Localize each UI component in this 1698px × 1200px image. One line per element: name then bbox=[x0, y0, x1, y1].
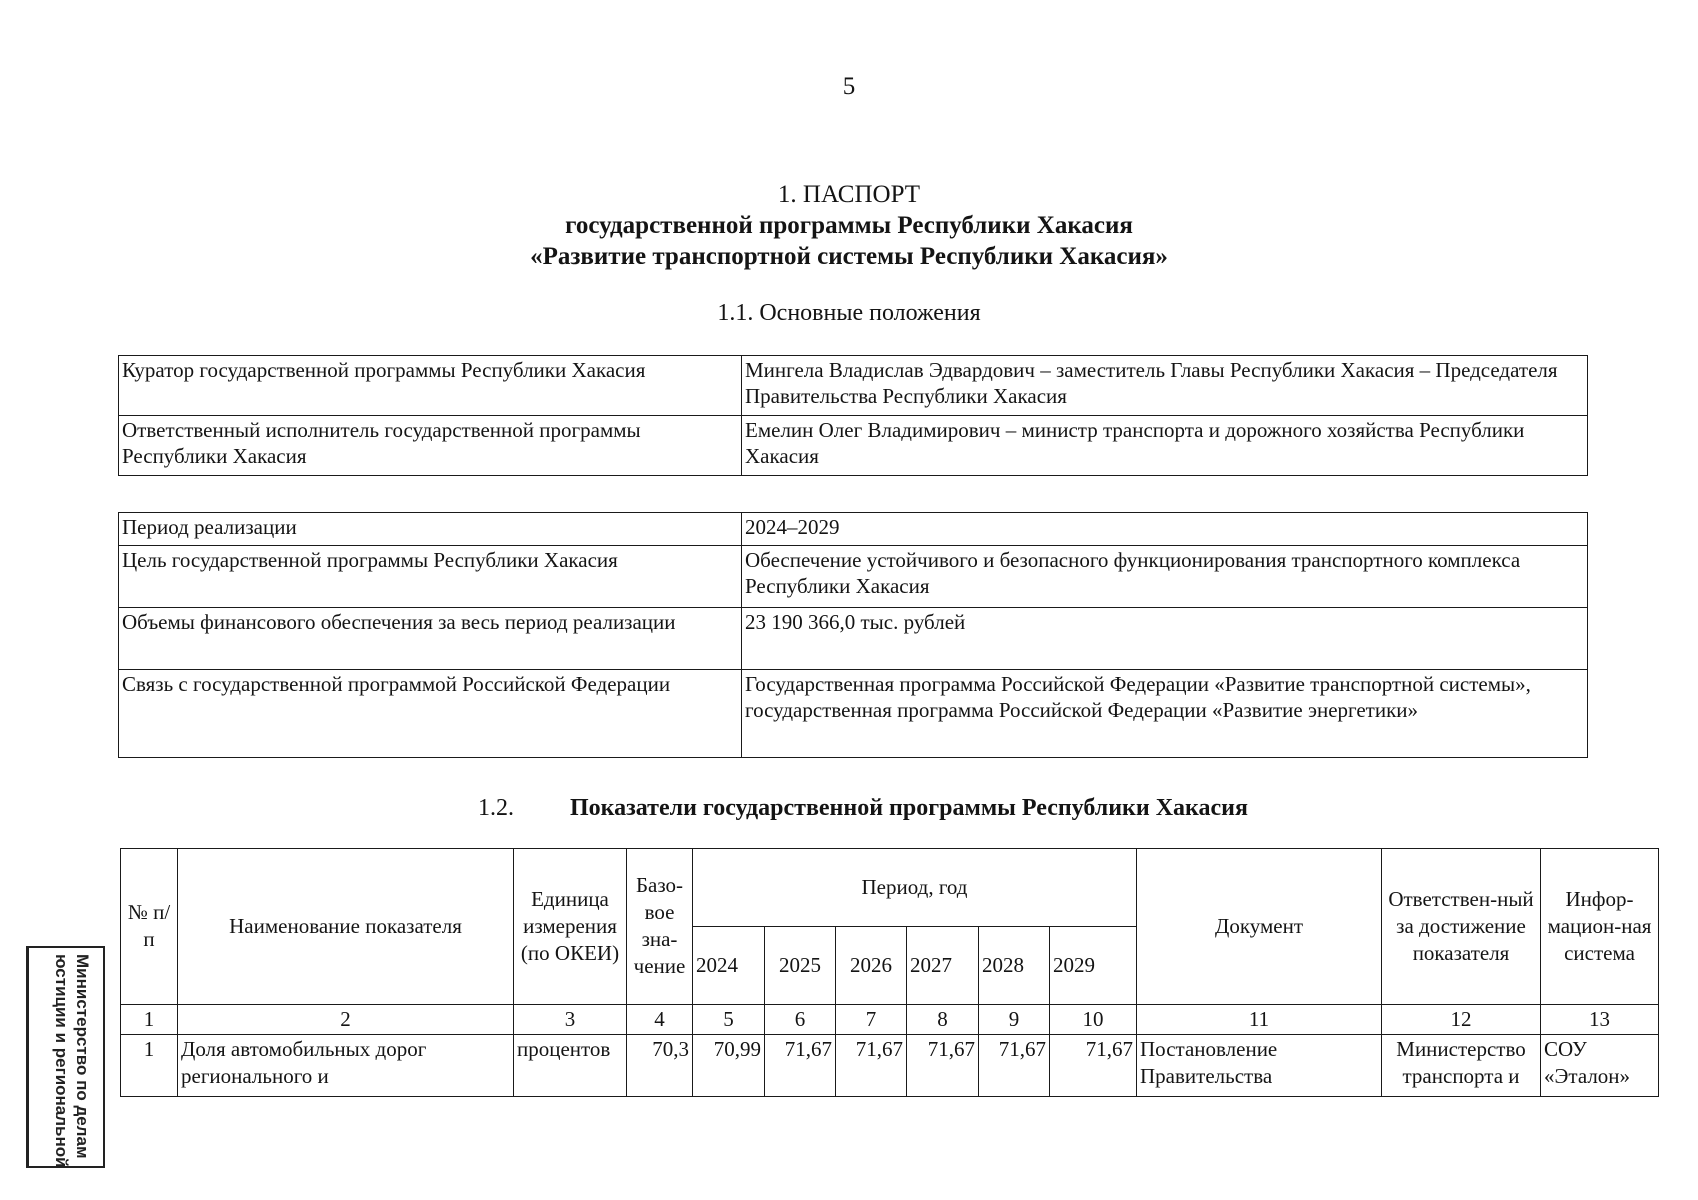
cell-base: 70,3 bbox=[627, 1035, 693, 1097]
column-number: 8 bbox=[907, 1005, 979, 1035]
table-row bbox=[121, 1035, 1659, 1097]
cell-value-2025: 71,67 bbox=[765, 1035, 836, 1097]
row-label-federal-link: Связь с государственной программой Российской Федерации bbox=[119, 670, 742, 758]
column-number: 6 bbox=[765, 1005, 836, 1035]
row-label-funding: Объемы финансового обеспечения за весь период реализации bbox=[119, 608, 742, 670]
row-label-period: Период реализации bbox=[119, 513, 742, 546]
stamp-line: Министерство по делам bbox=[73, 954, 92, 1159]
cell-responsible: Министерство транспорта и bbox=[1382, 1035, 1541, 1097]
column-number: 4 bbox=[627, 1005, 693, 1035]
table-row bbox=[119, 513, 1588, 546]
main-provisions-table bbox=[118, 512, 1588, 758]
header-document: Документ bbox=[1137, 849, 1382, 1005]
cell-unit: процентов bbox=[514, 1035, 627, 1097]
curators-table bbox=[118, 355, 1588, 476]
column-number: 1 bbox=[121, 1005, 178, 1035]
column-number: 2 bbox=[178, 1005, 514, 1035]
section-heading-main-provisions: 1.1. Основные положения bbox=[717, 300, 981, 326]
header-name: Наименование показателя bbox=[178, 849, 514, 1005]
row-value-funding: 23 190 366,0 тыс. рублей bbox=[742, 608, 1588, 670]
passport-subtitle: государственной программы Республики Хакасия bbox=[565, 212, 1133, 239]
header-responsible: Ответствен-ный за достижение показателя bbox=[1382, 849, 1541, 1005]
table-row bbox=[119, 670, 1588, 758]
column-numbers-row bbox=[121, 1005, 1659, 1035]
header-period: Период, год bbox=[693, 849, 1137, 927]
header-year: 2028 bbox=[979, 927, 1050, 1005]
section-number: 1.2. bbox=[478, 795, 514, 821]
column-number: 13 bbox=[1541, 1005, 1659, 1035]
row-value-federal-link: Государственная программа Российской Федерации «Развитие транспортной системы», государственная программа Российской Федерации «Развитие энергетики» bbox=[742, 670, 1588, 758]
row-value-period: 2024–2029 bbox=[742, 513, 1588, 546]
cell-value-2027: 71,67 bbox=[907, 1035, 979, 1097]
cell-value-2028: 71,67 bbox=[979, 1035, 1050, 1097]
column-number: 11 bbox=[1137, 1005, 1382, 1035]
section-heading-indicators bbox=[478, 795, 1248, 822]
row-value-executor: Емелин Олег Владимирович – министр транспорта и дорожного хозяйства Республики Хакасия bbox=[742, 416, 1588, 476]
row-value-curator: Мингела Владислав Эдвардович – заместитель Главы Республики Хакасия – Председателя Правительства Республики Хакасия bbox=[742, 356, 1588, 416]
registration-stamp bbox=[26, 946, 105, 1168]
table-row bbox=[119, 416, 1588, 476]
column-number: 12 bbox=[1382, 1005, 1541, 1035]
stamp-line: юстиции и региональной bbox=[52, 954, 71, 1168]
header-unit: Единица измерения (по ОКЕИ) bbox=[514, 849, 627, 1005]
column-number: 3 bbox=[514, 1005, 627, 1035]
stamp-text bbox=[27, 948, 101, 1166]
indicators-table bbox=[120, 848, 1659, 1097]
row-label-goal: Цель государственной программы Республики Хакасия bbox=[119, 546, 742, 608]
column-number: 7 bbox=[836, 1005, 907, 1035]
row-value-goal: Обеспечение устойчивого и безопасного функционирования транспортного комплекса Республики Хакасия bbox=[742, 546, 1588, 608]
row-label-curator: Куратор государственной программы Республики Хакасия bbox=[119, 356, 742, 416]
column-number: 10 bbox=[1050, 1005, 1137, 1035]
table-header-row bbox=[121, 849, 1659, 927]
cell-system: СОУ «Эталон» bbox=[1541, 1035, 1659, 1097]
header-num: № п/п bbox=[121, 849, 178, 1005]
page-number: 5 bbox=[842, 73, 856, 100]
column-number: 5 bbox=[693, 1005, 765, 1035]
table-row bbox=[119, 356, 1588, 416]
cell-value-2029: 71,67 bbox=[1050, 1035, 1137, 1097]
header-year: 2029 bbox=[1050, 927, 1137, 1005]
header-year: 2025 bbox=[765, 927, 836, 1005]
cell-document: Постановление Правительства bbox=[1137, 1035, 1382, 1097]
table-row bbox=[119, 608, 1588, 670]
cell-name: Доля автомобильных дорог регионального и bbox=[178, 1035, 514, 1097]
program-name: «Развитие транспортной системы Республики Хакасия» bbox=[530, 243, 1168, 270]
header-base: Базо-вое зна-чение bbox=[627, 849, 693, 1005]
header-year: 2027 bbox=[907, 927, 979, 1005]
passport-title: 1. ПАСПОРТ bbox=[777, 181, 921, 208]
section-title: Показатели государственной программы Республики Хакасия bbox=[570, 795, 1248, 821]
header-year: 2026 bbox=[836, 927, 907, 1005]
cell-value-2024: 70,99 bbox=[693, 1035, 765, 1097]
header-year: 2024 bbox=[693, 927, 765, 1005]
cell-num: 1 bbox=[121, 1035, 178, 1097]
column-number: 9 bbox=[979, 1005, 1050, 1035]
table-row bbox=[119, 546, 1588, 608]
header-system: Инфор-мацион-ная система bbox=[1541, 849, 1659, 1005]
row-label-executor: Ответственный исполнитель государственной программы Республики Хакасия bbox=[119, 416, 742, 476]
cell-value-2026: 71,67 bbox=[836, 1035, 907, 1097]
